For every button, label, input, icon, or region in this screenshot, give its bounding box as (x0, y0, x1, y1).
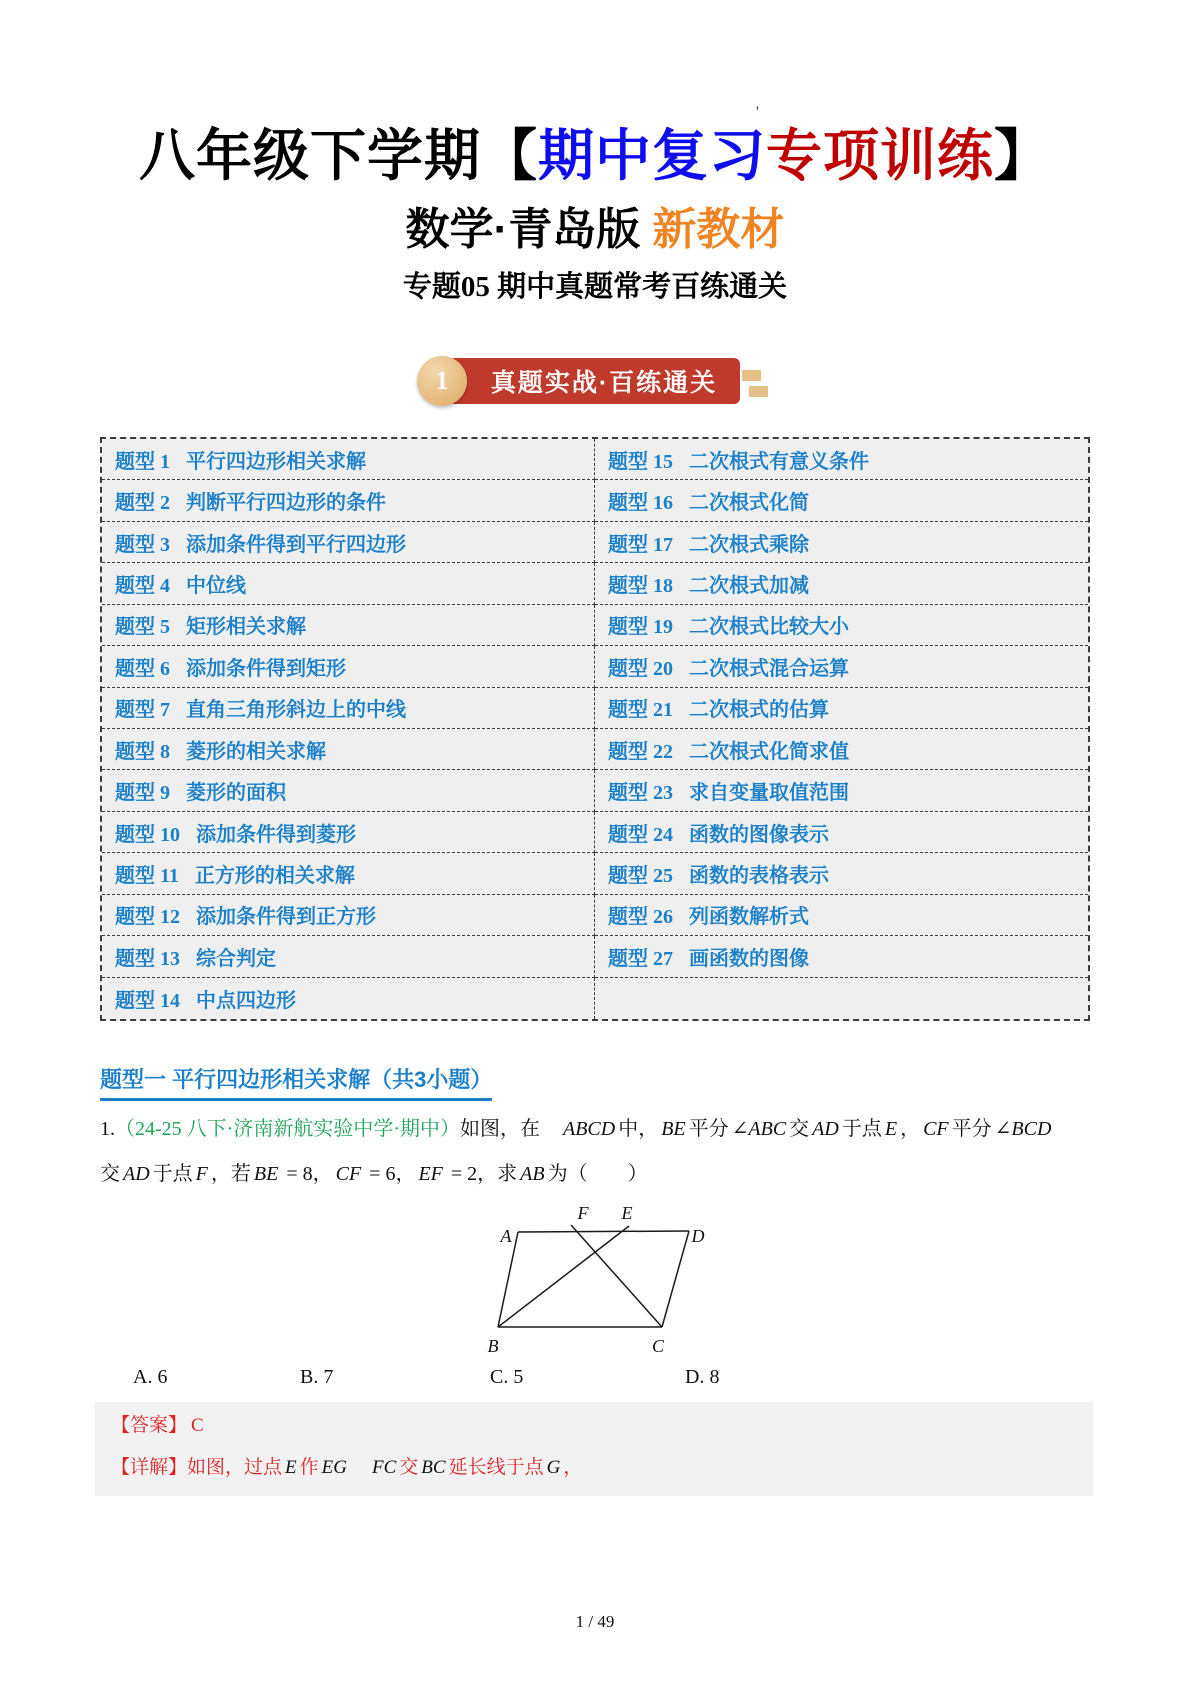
text-segment: CF (335, 1163, 362, 1185)
text-segment: = 8， (281, 1163, 333, 1185)
text-segment: E (884, 1118, 898, 1140)
title-part-black-left: 八年级下学期【 (139, 124, 538, 187)
toc-item-num: 题型 20 (608, 657, 673, 680)
figure-line-CF (571, 1225, 662, 1327)
toc-item-26 (595, 895, 1088, 936)
toc-item-6 (102, 646, 595, 687)
banner-number: 1 (435, 366, 449, 395)
toc-item-13 (102, 936, 595, 977)
toc-item-title: 二次根式化简 (689, 492, 809, 515)
toc-item-num: 题型 16 (608, 492, 673, 515)
toc-item-23 (595, 770, 1088, 811)
toc-item-num: 题型 24 (608, 823, 673, 846)
text-segment: C (191, 1415, 204, 1436)
text-segment: 交 (789, 1118, 810, 1140)
figure-line-BE (498, 1226, 629, 1327)
text-segment: ，若 (210, 1163, 251, 1185)
toc-item-num: 题型 12 (115, 906, 180, 929)
toc-item-title: 添加条件得到正方形 (196, 906, 376, 929)
toc-item-title: 列函数解析式 (689, 906, 809, 929)
toc-item-title: 正方形的相关求解 (194, 864, 355, 887)
toc-item-num: 题型 15 (608, 450, 673, 473)
banner-deco-square (749, 386, 768, 397)
toc-item-num: 题型 1 (115, 450, 170, 473)
subtitle-subject: 数学·青岛版 (405, 205, 641, 254)
toc-item-19 (595, 605, 1088, 646)
toc-item-5 (102, 605, 595, 646)
toc-item-22 (595, 729, 1088, 770)
toc-item-17 (595, 522, 1088, 563)
text-segment (540, 1118, 560, 1140)
toc-item-title: 二次根式化简求值 (689, 740, 849, 763)
toc-item-num: 题型 19 (608, 616, 673, 639)
title-part-blue: 期中复习 (538, 124, 766, 187)
text-segment (350, 1457, 369, 1478)
toc-item-2 (102, 480, 595, 521)
text-segment: F (195, 1163, 208, 1185)
text-segment: ∠BCD (994, 1118, 1052, 1140)
toc-item-title: 添加条件得到矩形 (186, 657, 346, 680)
text-segment: ， (900, 1118, 921, 1140)
toc-item-11 (102, 853, 595, 894)
toc-item-18 (595, 563, 1088, 604)
toc-item-title: 求自变量取值范围 (689, 782, 849, 805)
text-segment: 交 (100, 1163, 120, 1185)
toc-item-4 (102, 563, 595, 604)
text-segment: EF (418, 1163, 443, 1185)
page-number: 1 / 49 (575, 1612, 615, 1631)
banner-number-badge (417, 356, 467, 406)
text-segment: 作 (299, 1457, 319, 1478)
toc-item-24 (595, 812, 1088, 853)
toc-item-num: 题型 11 (115, 864, 179, 887)
stray-mark: ' (756, 104, 759, 121)
text-segment: 交 (399, 1457, 419, 1478)
toc-item-20 (595, 646, 1088, 687)
text-segment: E (285, 1457, 297, 1478)
toc-item-num: 题型 3 (115, 533, 170, 556)
toc-item-num: 题型 17 (608, 533, 673, 556)
toc-item-num: 题型 9 (115, 782, 170, 805)
text-segment: AB (520, 1163, 545, 1185)
text-segment: AD (123, 1163, 150, 1185)
question-line-2 (100, 1161, 1090, 1188)
section-heading: 题型一 平行四边形相关求解（共3小题） (100, 1063, 492, 1101)
toc-item-title: 二次根式混合运算 (689, 657, 849, 680)
text-segment: 【详解】如图，过点 (111, 1457, 283, 1478)
text-segment: AD (812, 1118, 839, 1140)
toc-item-num: 题型 14 (115, 989, 180, 1012)
toc-item-14 (102, 978, 595, 1019)
figure-label-D: D (691, 1226, 705, 1246)
toc-item-num: 题型 25 (608, 864, 673, 887)
answer-options (100, 1366, 1090, 1394)
question-line-1 (100, 1116, 1090, 1143)
subtitle-new-material: 新教材 (640, 205, 785, 254)
toc-item-25 (595, 853, 1088, 894)
text-segment: BE (661, 1118, 686, 1140)
toc-item-title: 二次根式加减 (689, 574, 809, 597)
toc-item-3 (102, 522, 595, 563)
text-segment: FC (371, 1457, 397, 1478)
text-segment: 延长线于点 (448, 1457, 544, 1478)
toc-item-title: 综合判定 (196, 947, 276, 970)
toc-item-9 (102, 770, 595, 811)
text-segment: BC (421, 1457, 446, 1478)
toc-item-num: 题型 13 (115, 947, 180, 970)
figure-label-C: C (651, 1336, 665, 1356)
option-d: D. 8 (685, 1366, 720, 1388)
option-a: A. 6 (133, 1366, 168, 1388)
toc-item-title: 二次根式的估算 (689, 699, 829, 722)
subtitle (0, 200, 1190, 260)
toc-item-num: 题型 23 (608, 782, 673, 805)
toc-item-10 (102, 812, 595, 853)
figure-label-F: F (577, 1203, 589, 1223)
toc-item-title: 直角三角形斜边上的中线 (186, 699, 406, 722)
toc-item-num: 题型 6 (115, 657, 170, 680)
text-segment: 于点 (152, 1163, 193, 1185)
toc-table (100, 437, 1090, 1021)
text-segment: 如图，在 (459, 1118, 540, 1140)
toc-item-title: 函数的表格表示 (689, 864, 829, 887)
toc-item-num: 题型 7 (115, 699, 170, 722)
toc-item-27 (595, 936, 1088, 977)
text-segment: 平分 (688, 1118, 729, 1140)
toc-item-num: 题型 21 (608, 699, 673, 722)
explanation-line (111, 1455, 582, 1481)
toc-item-title: 判断平行四边形的条件 (186, 492, 386, 515)
text-segment: CF (923, 1118, 949, 1140)
toc-item-title: 添加条件得到菱形 (196, 823, 356, 846)
toc-item-16 (595, 480, 1088, 521)
toc-item-num: 题型 4 (115, 574, 170, 597)
toc-item-12 (102, 895, 595, 936)
toc-item-num: 题型 2 (115, 492, 170, 515)
toc-item-title: 矩形相关求解 (186, 616, 306, 639)
parallelogram-figure (450, 1200, 715, 1358)
text-segment: （24-25 八下·济南新航实验中学·期中） (115, 1118, 460, 1140)
text-segment: 中， (618, 1118, 659, 1140)
toc-item-7 (102, 688, 595, 729)
toc-item-num: 题型 18 (608, 574, 673, 597)
toc-item-1 (102, 439, 595, 480)
toc-item-title: 添加条件得到平行四边形 (186, 533, 406, 556)
text-segment: = 6， (364, 1163, 416, 1185)
text-segment: ∠ABC (731, 1118, 787, 1140)
text-segment: = 2，求 (445, 1163, 518, 1185)
text-segment: 为（ ） (547, 1163, 648, 1185)
option-b: B. 7 (300, 1366, 334, 1388)
toc-item-title: 菱形的相关求解 (186, 740, 326, 763)
text-segment: 1. (100, 1118, 115, 1140)
toc-item-num: 题型 10 (115, 823, 180, 846)
answer-box (95, 1402, 1093, 1496)
figure-side-AD (518, 1231, 689, 1232)
text-segment: ABCD (562, 1118, 616, 1140)
page-title (0, 120, 1190, 192)
toc-item-num: 题型 5 (115, 616, 170, 639)
figure-side-AB (498, 1232, 518, 1327)
text-segment: 【答案】 (111, 1415, 188, 1436)
toc-item-title: 菱形的面积 (186, 782, 286, 805)
section-banner (448, 358, 740, 404)
figure-label-E: E (621, 1203, 633, 1223)
option-c: C. 5 (490, 1366, 524, 1388)
toc-item-num: 题型 22 (608, 740, 673, 763)
figure-label-B: B (487, 1336, 499, 1356)
topic-title: 专题05 期中真题常考百练通关 (402, 271, 788, 303)
figure-side-DC (662, 1231, 689, 1327)
toc-item-title: 平行四边形相关求解 (186, 450, 366, 473)
figure-label-A: A (500, 1226, 512, 1246)
toc-item-8 (102, 729, 595, 770)
toc-item-title: 二次根式比较大小 (689, 616, 849, 639)
text-segment: EG (321, 1457, 347, 1478)
toc-item-title: 二次根式乘除 (689, 533, 809, 556)
banner-deco-square (742, 370, 761, 381)
banner-label: 真题实战·百练通关 (490, 369, 718, 397)
text-segment: BE (253, 1163, 279, 1185)
toc-item-title: 中点四边形 (196, 989, 296, 1012)
title-part-black-right: 】 (994, 124, 1051, 187)
text-segment: ， (563, 1457, 583, 1478)
text-segment: G (546, 1457, 561, 1478)
toc-empty-cell (595, 978, 1088, 1019)
toc-item-21 (595, 688, 1088, 729)
toc-item-title: 中位线 (186, 574, 246, 597)
answer-line (111, 1413, 204, 1439)
text-segment: 于点 (841, 1118, 882, 1140)
toc-item-title: 画函数的图像 (689, 947, 809, 970)
toc-item-15 (595, 439, 1088, 480)
title-part-red: 专项训练 (766, 124, 994, 187)
toc-item-title: 函数的图像表示 (689, 823, 829, 846)
toc-item-num: 题型 26 (608, 906, 673, 929)
toc-item-num: 题型 8 (115, 740, 170, 763)
toc-item-num: 题型 27 (608, 947, 673, 970)
toc-item-title: 二次根式有意义条件 (689, 450, 869, 473)
text-segment: 平分 (951, 1118, 992, 1140)
